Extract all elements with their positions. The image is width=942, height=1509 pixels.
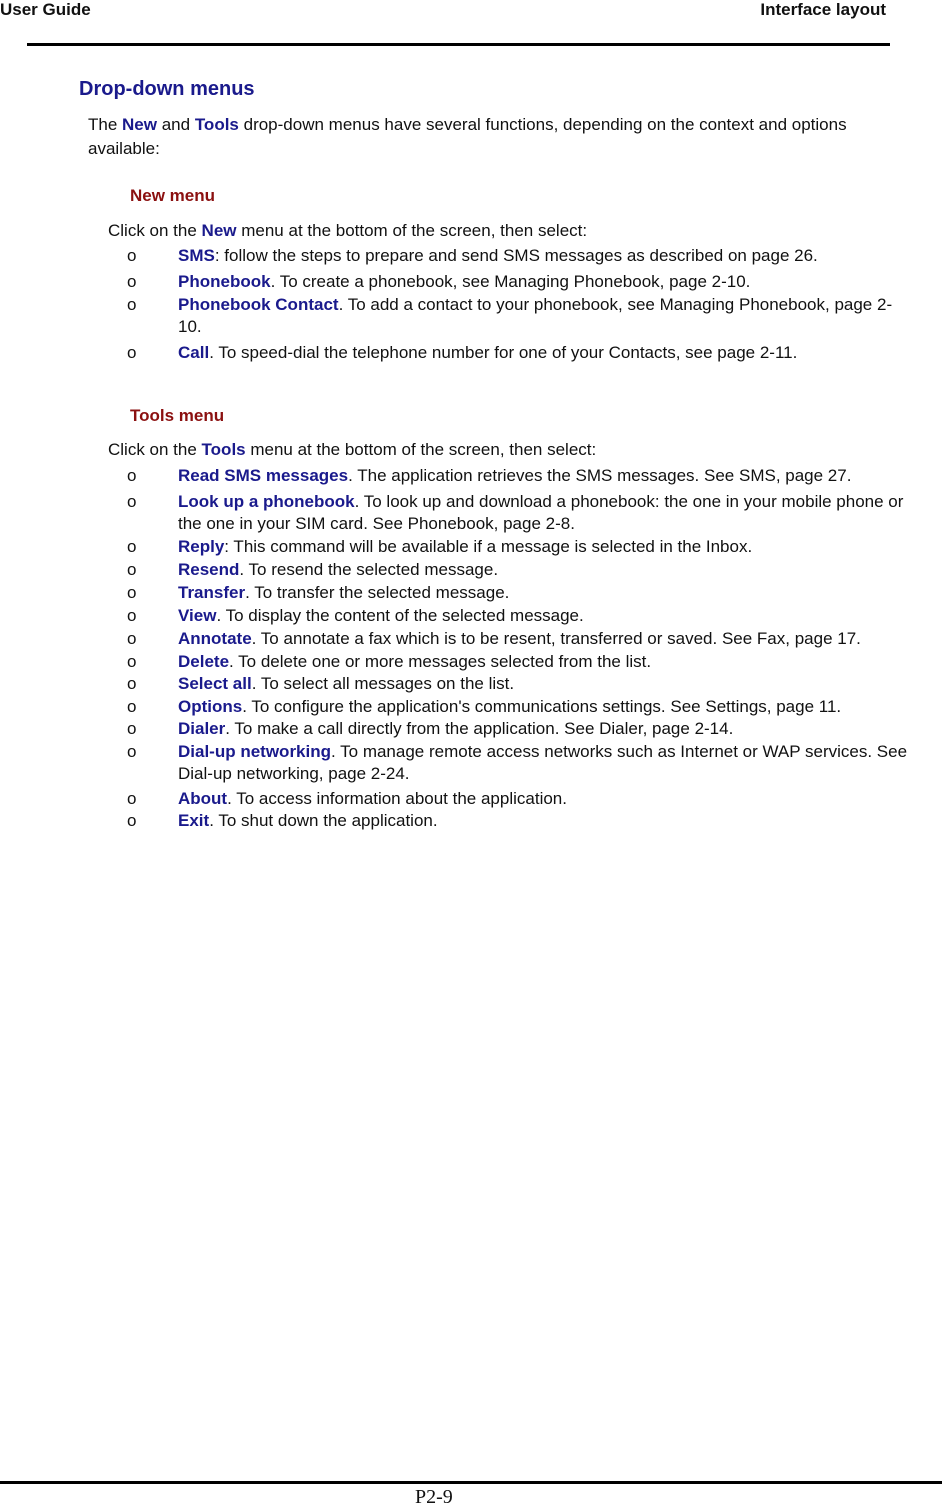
new-menu-lead: Click on the New menu at the bottom of the screen, then select: — [108, 221, 588, 240]
section-title: Drop-down menus — [79, 78, 255, 100]
item-keyword: Look up a phonebook — [178, 492, 355, 511]
bullet-icon: o — [127, 697, 137, 716]
item-description: . To annotate a fax which is to be resent, transferred or saved. See Fax, page 17. — [251, 629, 861, 648]
tools-menu-item — [0, 810, 908, 832]
item-keyword: Reply — [178, 537, 225, 556]
item-keyword: Delete — [178, 652, 230, 671]
bullet-icon: o — [127, 343, 137, 362]
item-description: . To configure the application's communications settings. See Settings, page 11. — [242, 697, 842, 716]
item-keyword: Dial-up networking — [178, 742, 331, 761]
bullet-icon: o — [127, 652, 137, 671]
item-keyword: Options — [178, 697, 243, 716]
item-keyword: Dialer — [178, 719, 226, 738]
tools-menu-title: Tools menu — [130, 406, 225, 425]
tools-menu-item — [0, 582, 908, 604]
intro-paragraph: The New and Tools drop-down menus have several functions, depending on the context and options available: — [88, 115, 847, 158]
item-keyword: Phonebook Contact — [178, 295, 339, 314]
new-menu-title: New menu — [130, 186, 216, 205]
item-description: . To shut down the application. — [209, 811, 438, 830]
item-keyword: Phonebook — [178, 272, 271, 291]
item-keyword: Annotate — [178, 629, 252, 648]
item-description: . To delete one or more messages selected from the list. — [229, 652, 652, 671]
tools-menu-item — [0, 651, 908, 673]
item-keyword: Call — [178, 343, 210, 362]
header-divider — [27, 43, 890, 46]
item-description: : follow the steps to prepare and send SMS messages as described on page 26. — [214, 246, 818, 265]
item-description: . To make a call directly from the application. See Dialer, page 2-14. — [225, 719, 734, 738]
item-keyword: View — [178, 606, 217, 625]
item-description: . To speed-dial the telephone number for one of your Contacts, see page 2-11. — [209, 343, 798, 362]
tools-menu-item — [0, 536, 908, 558]
new-menu-list — [0, 245, 908, 364]
bullet-icon: o — [127, 789, 137, 808]
tools-menu-item — [0, 605, 908, 627]
item-keyword: Resend — [178, 560, 240, 579]
page-number: P2-9 — [415, 1486, 453, 1508]
tools-menu-item — [0, 741, 908, 785]
footer-divider — [0, 1481, 942, 1484]
bullet-icon: o — [127, 742, 137, 761]
item-description: . To manage remote access networks such as Internet or WAP services. See Dial-up networking, page 2-24. — [178, 742, 908, 783]
item-keyword: Transfer — [178, 583, 246, 602]
item-description: . To select all messages on the list. — [251, 674, 515, 693]
tools-menu-lead: Click on the Tools menu at the bottom of the screen, then select: — [108, 440, 597, 459]
bullet-icon: o — [127, 492, 137, 511]
new-menu-item — [0, 342, 908, 364]
item-description: . To display the content of the selected message. — [216, 606, 584, 625]
bullet-icon: o — [127, 811, 137, 830]
tools-menu-item — [0, 628, 908, 650]
item-description: . The application retrieves the SMS messages. See SMS, page 27. — [348, 466, 852, 485]
item-description: . To add a contact to your phonebook, see Managing Phonebook, page 2-10. — [178, 295, 893, 336]
item-description: . To resend the selected message. — [239, 560, 499, 579]
new-menu-item — [0, 271, 908, 293]
bullet-icon: o — [127, 629, 137, 648]
tools-menu-item — [0, 788, 908, 810]
item-keyword: Read SMS messages — [178, 466, 349, 485]
tools-menu-item — [0, 718, 908, 740]
bullet-icon: o — [127, 246, 137, 265]
item-keyword: SMS — [178, 246, 215, 265]
item-description: . To access information about the application. — [227, 789, 567, 808]
item-description: : This command will be available if a message is selected in the Inbox. — [224, 537, 753, 556]
item-description: . To look up and download a phonebook: the one in your mobile phone or the one in your SIM card. See Phonebook, page 2-8. — [178, 492, 904, 533]
bullet-icon: o — [127, 719, 137, 738]
header-user-guide: User Guide — [0, 0, 91, 19]
bullet-icon: o — [127, 674, 137, 693]
item-keyword: Exit — [178, 811, 210, 830]
bullet-icon: o — [127, 537, 137, 556]
tools-menu-item — [0, 673, 908, 695]
tools-menu-item — [0, 559, 908, 581]
item-description: . To create a phonebook, see Managing Phonebook, page 2-10. — [270, 272, 751, 291]
bullet-icon: o — [127, 606, 137, 625]
bullet-icon: o — [127, 560, 137, 579]
new-menu-item — [0, 245, 908, 267]
tools-menu-item — [0, 696, 908, 718]
tools-menu-list — [0, 465, 908, 832]
bullet-icon: o — [127, 272, 137, 291]
tools-menu-item — [0, 491, 908, 535]
tools-menu-item — [0, 465, 908, 487]
item-keyword: Select all — [178, 674, 252, 693]
header-interface-layout: Interface layout — [760, 0, 886, 19]
item-description: . To transfer the selected message. — [245, 583, 510, 602]
bullet-icon: o — [127, 583, 137, 602]
new-menu-item — [0, 294, 908, 338]
bullet-icon: o — [127, 295, 137, 314]
item-keyword: About — [178, 789, 228, 808]
bullet-icon: o — [127, 466, 137, 485]
